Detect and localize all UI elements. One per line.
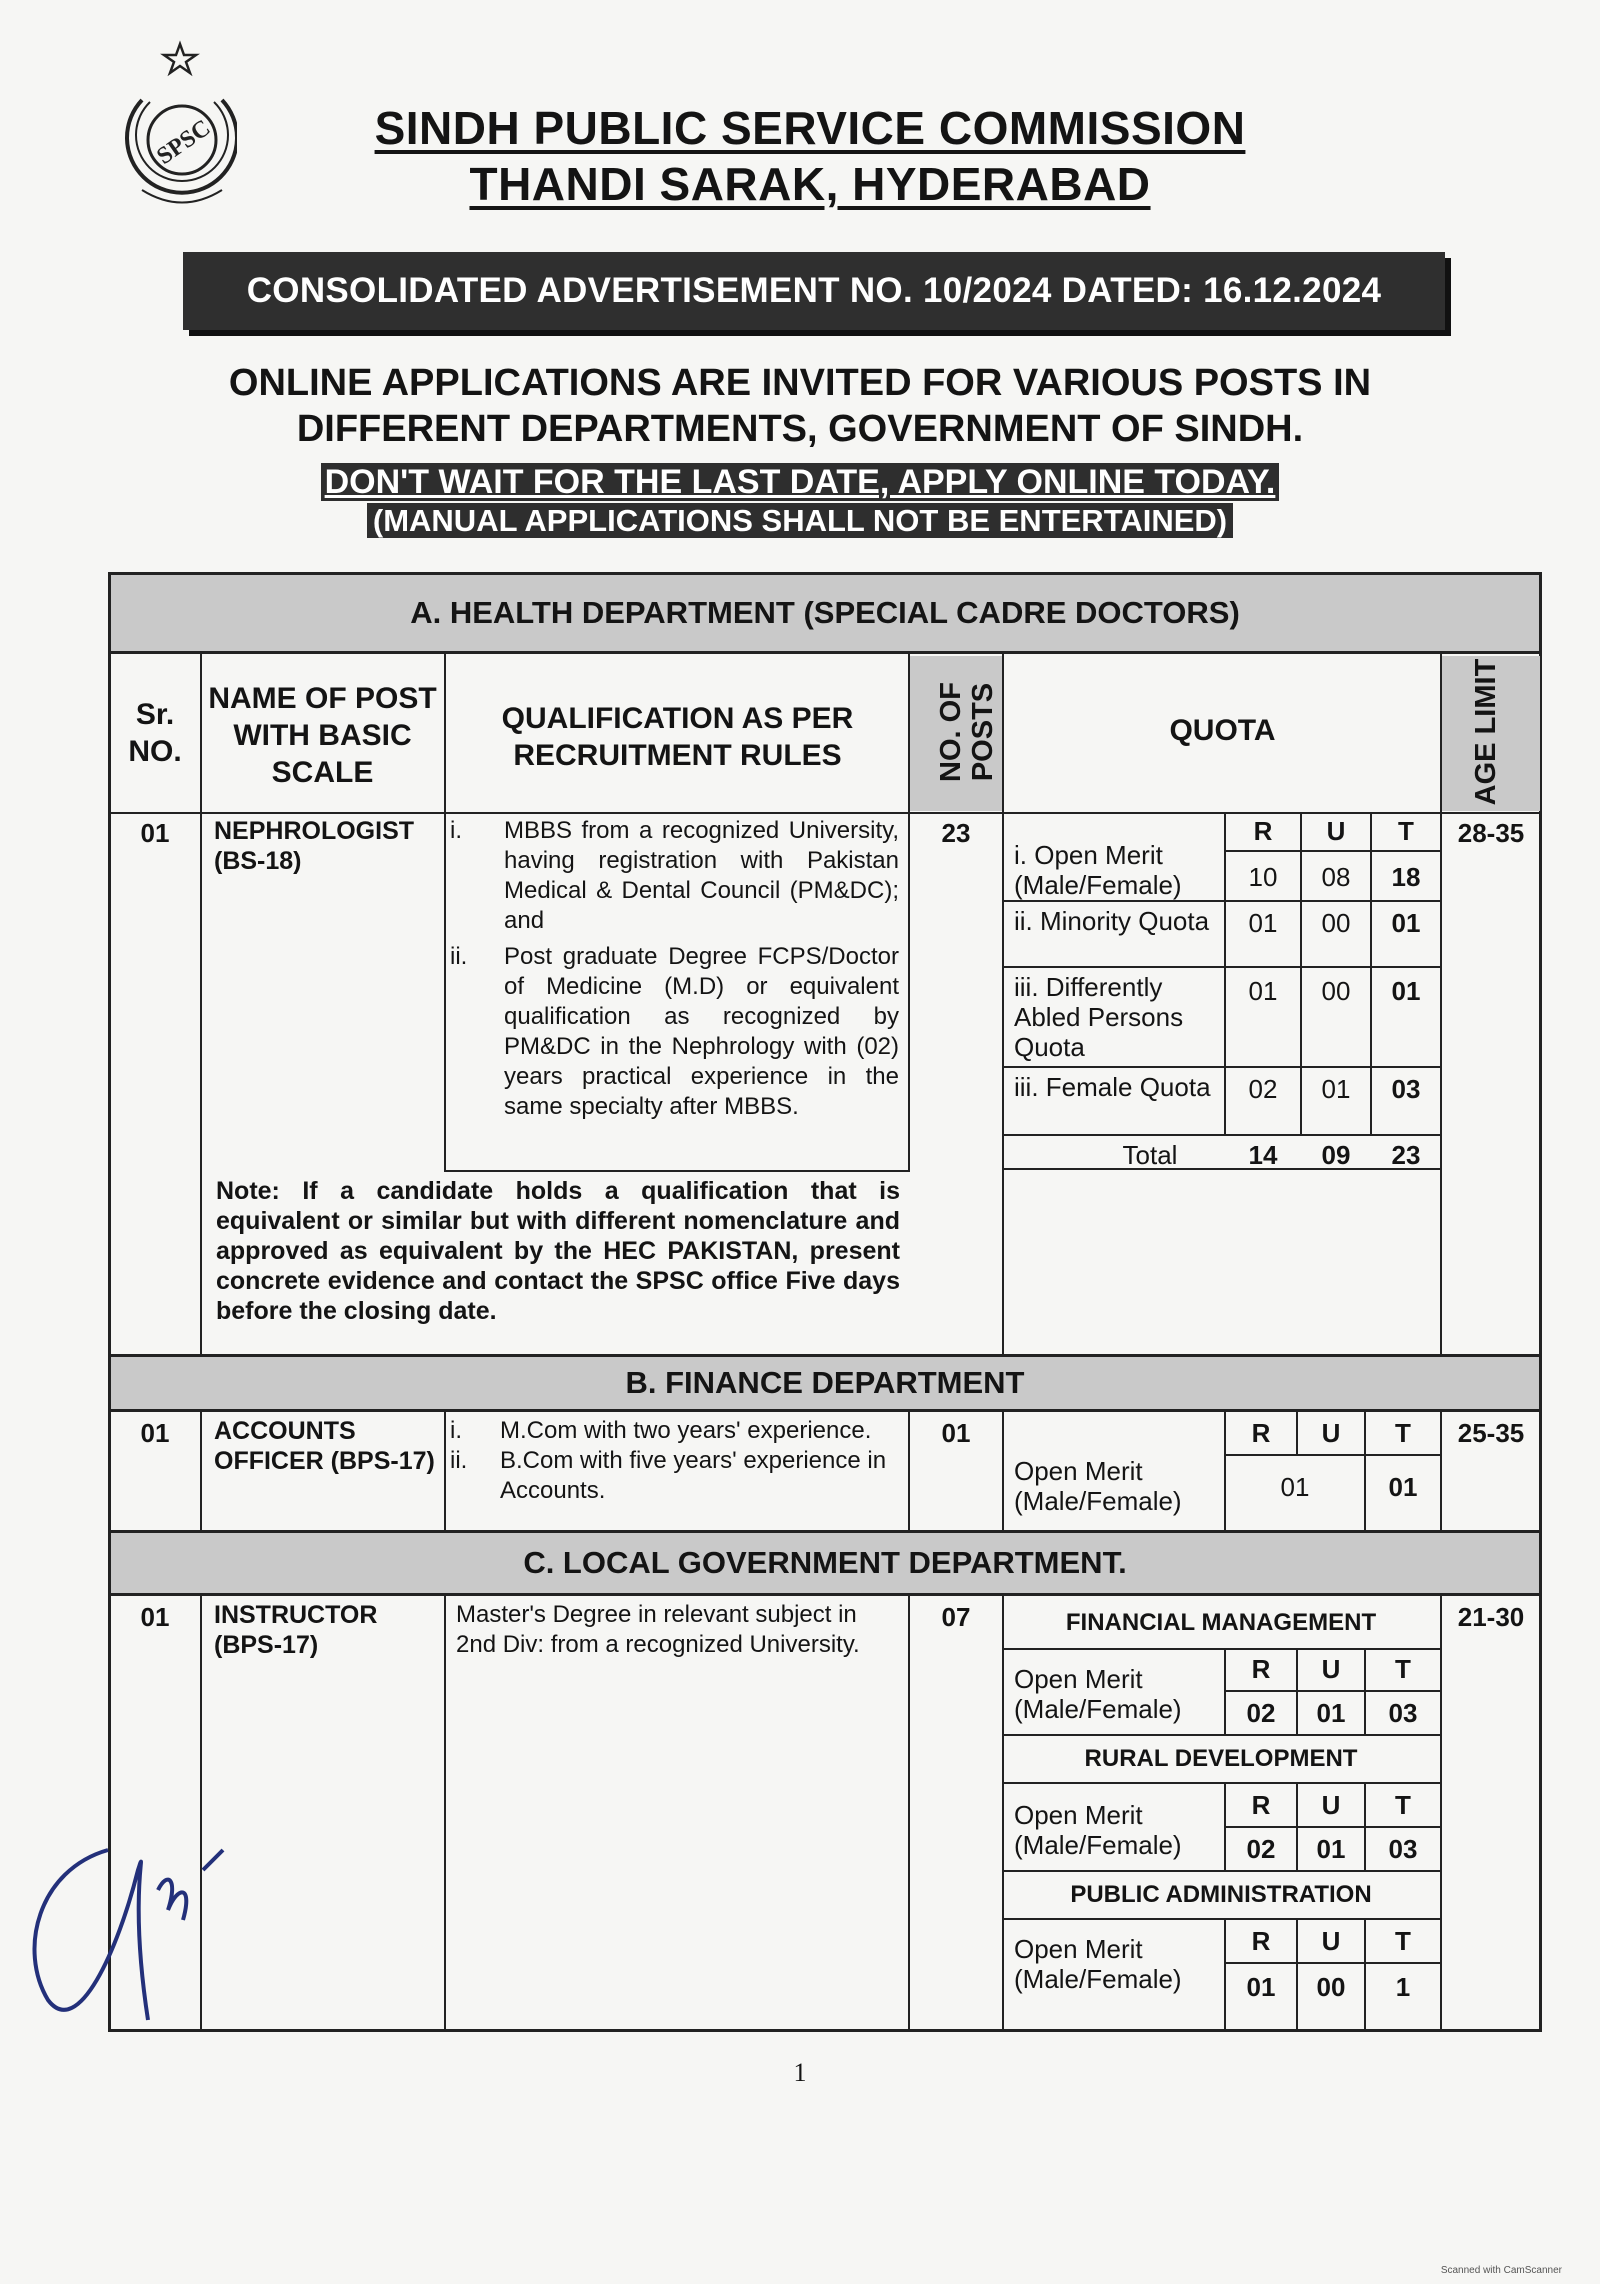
title-line-2: THANDI SARAK, HYDERABAD <box>469 158 1151 210</box>
quota-line <box>1002 1066 1440 1068</box>
c-u-1: 01 <box>1316 1698 1346 1728</box>
advertisement-banner: CONSOLIDATED ADVERTISEMENT NO. 10/2024 DATED: 16.12.2024 <box>183 252 1445 330</box>
a-quota-r-3: 01 <box>1248 976 1278 1006</box>
a-quota-u-4: 01 <box>1321 1074 1351 1104</box>
a-sr: 01 <box>140 818 170 848</box>
c-t-head-1: T <box>1395 1654 1411 1684</box>
b-ru-value: 01 <box>1280 1472 1310 1502</box>
quota-line <box>1002 1918 1440 1920</box>
col-name: NAME OF POST WITH BASIC SCALE <box>208 682 437 789</box>
quota-line <box>1002 1134 1440 1136</box>
c-sr: 01 <box>140 1602 170 1632</box>
c-post: INSTRUCTOR (BPS-17) <box>214 1601 378 1659</box>
a-quota-r-4: 02 <box>1248 1074 1278 1104</box>
b-r-head: R <box>1251 1418 1271 1448</box>
col-line <box>1440 1596 1442 2032</box>
scanner-watermark: Scanned with CamScanner <box>1440 2265 1562 2276</box>
title-line-1: SINDH PUBLIC SERVICE COMMISSION <box>374 102 1246 154</box>
intro-line-2: DIFFERENT DEPARTMENTS, GOVERNMENT OF SINDH. <box>296 408 1304 450</box>
quota-line <box>1224 1962 1440 1964</box>
a-qual-1: MBBS from a recognized University, having registration with Pakistan Medical & Dental Council (PM&DC); and <box>504 817 899 934</box>
a-r-head: R <box>1253 816 1273 846</box>
spsc-seal-icon <box>112 40 237 220</box>
intro-line-1: ONLINE APPLICATIONS ARE INVITED FOR VARIOUS POSTS IN <box>228 362 1372 404</box>
a-u-head: U <box>1326 816 1346 846</box>
c-label-1: Open Merit (Male/Female) <box>1014 1664 1182 1724</box>
b-post: ACCOUNTS OFFICER (BPS-17) <box>214 1417 435 1475</box>
a-quota-u-3: 00 <box>1321 976 1351 1006</box>
a-qual-1-num: i. <box>450 817 462 844</box>
b-t-value: 01 <box>1388 1472 1418 1502</box>
page-title <box>300 100 1320 212</box>
b-posts: 01 <box>941 1418 971 1448</box>
c-r-3: 01 <box>1246 1972 1276 2002</box>
col-line <box>1002 654 1004 1354</box>
a-quota-t-3: 01 <box>1391 976 1421 1006</box>
header-divider <box>108 812 1542 814</box>
manual-notice <box>100 502 1500 540</box>
a-note: Note: If a candidate holds a qualification that is equivalent or similar but with different nomenclature and approved as equivalent by the HEC PAKISTAN, present concrete evidence and contact the SPSC office Five days before the closing date. <box>216 1177 900 1325</box>
b-qual-2: B.Com with five years' experience in Accounts. <box>500 1447 887 1504</box>
b-quota-label: Open Merit (Male/Female) <box>1014 1456 1182 1516</box>
b-qual-1-num: i. <box>450 1417 462 1444</box>
a-total-label: Total <box>1122 1140 1178 1170</box>
section-c-title: C. LOCAL GOVERNMENT DEPARTMENT. <box>108 1530 1542 1596</box>
c-qual: Master's Degree in relevant subject in 2nd Div: from a recognized University. <box>456 1601 860 1658</box>
svg-text:SPSC: SPSC <box>152 114 216 170</box>
c-r-head-2: R <box>1251 1790 1271 1820</box>
a-quota-label-4: iii. Female Quota <box>1014 1072 1211 1102</box>
c-t-head-3: T <box>1395 1926 1411 1956</box>
a-quota-t-2: 01 <box>1391 908 1421 938</box>
col-line <box>200 1412 202 1530</box>
c-label-3: Open Merit (Male/Female) <box>1014 1934 1182 1994</box>
col-line <box>908 1596 910 2032</box>
c-t-2: 03 <box>1388 1834 1418 1864</box>
a-total-u: 09 <box>1321 1140 1351 1170</box>
intro-text <box>100 360 1500 452</box>
c-u-2: 01 <box>1316 1834 1346 1864</box>
a-total-r: 14 <box>1248 1140 1278 1170</box>
c-posts: 07 <box>941 1602 971 1632</box>
col-age: AGE LIMIT <box>1470 658 1502 806</box>
c-r-2: 02 <box>1246 1834 1276 1864</box>
col-posts: NO. OF POSTS <box>935 682 999 782</box>
quota-line <box>1002 1782 1440 1784</box>
a-qual-2: Post graduate Degree FCPS/Doctor of Medicine (M.D) or equivalent qualification as recognized by PM&DC in the Nephrology with (02) years practical experience in the same specialty after MBBS. <box>504 943 899 1120</box>
dont-wait-notice <box>100 462 1500 502</box>
a-posts: 23 <box>941 818 971 848</box>
quota-line <box>1224 1690 1440 1692</box>
b-t-head: T <box>1395 1418 1411 1448</box>
quota-line <box>1002 966 1440 968</box>
section-a-title: A. HEALTH DEPARTMENT (SPECIAL CADRE DOCTORS) <box>108 572 1542 654</box>
a-quota-t-4: 03 <box>1391 1074 1421 1104</box>
a-quota-u-1: 08 <box>1321 862 1351 892</box>
c-t-head-2: T <box>1395 1790 1411 1820</box>
col-line <box>444 654 446 1170</box>
quota-line <box>1002 1648 1440 1650</box>
a-post: NEPHROLOGIST (BS-18) <box>214 817 415 875</box>
quota-line <box>1002 1734 1440 1736</box>
section-b-title: B. FINANCE DEPARTMENT <box>108 1354 1542 1412</box>
a-age: 28-35 <box>1457 818 1525 848</box>
manual-text: (MANUAL APPLICATIONS SHALL NOT BE ENTERTAINED) <box>367 503 1233 538</box>
a-quota-label-1: i. Open Merit (Male/Female) <box>1014 840 1182 900</box>
c-u-head-3: U <box>1321 1926 1341 1956</box>
dont-wait-text: DON'T WAIT FOR THE LAST DATE, APPLY ONLINE TODAY. <box>321 463 1280 501</box>
signature-icon <box>18 1830 238 2030</box>
c-r-head-1: R <box>1251 1654 1271 1684</box>
c-age: 21-30 <box>1457 1602 1525 1632</box>
b-u-head: U <box>1321 1418 1341 1448</box>
col-line <box>1002 1596 1004 2032</box>
c-t-3: 1 <box>1395 1972 1411 2002</box>
a-quota-r-2: 01 <box>1248 908 1278 938</box>
a-quota-label-3: iii. Differently Abled Persons Quota <box>1014 972 1184 1062</box>
note-divider <box>444 1170 910 1172</box>
col-quota: QUOTA <box>1169 714 1276 747</box>
col-line <box>444 1596 446 2032</box>
a-quota-label-2: ii. Minority Quota <box>1014 906 1210 936</box>
page-number: 1 <box>793 2058 807 2087</box>
c-r-1: 02 <box>1246 1698 1276 1728</box>
b-age: 25-35 <box>1457 1418 1525 1448</box>
a-t-head: T <box>1398 816 1414 846</box>
col-line <box>200 654 202 1354</box>
col-qualification: QUALIFICATION AS PER RECRUITMENT RULES <box>501 702 854 772</box>
a-quota-u-2: 00 <box>1321 908 1351 938</box>
a-quota-t-1: 18 <box>1391 862 1421 892</box>
c-r-head-3: R <box>1251 1926 1271 1956</box>
col-line <box>908 654 910 1170</box>
c-label-2: Open Merit (Male/Female) <box>1014 1800 1182 1860</box>
a-total-t: 23 <box>1391 1140 1421 1170</box>
quota-line <box>1224 850 1440 852</box>
c-subject-3: PUBLIC ADMINISTRATION <box>1070 1881 1372 1908</box>
a-qual-2-num: ii. <box>450 943 468 970</box>
c-u-3: 00 <box>1316 1972 1346 2002</box>
quota-line <box>1224 1826 1440 1828</box>
c-u-head-2: U <box>1321 1790 1341 1820</box>
b-sr: 01 <box>140 1418 170 1448</box>
col-sr: Sr. NO. <box>128 698 182 768</box>
quota-line <box>1002 1870 1440 1872</box>
b-qual-1: M.Com with two years' experience. <box>500 1417 872 1444</box>
c-t-1: 03 <box>1388 1698 1418 1728</box>
col-line <box>1002 1412 1004 1530</box>
c-subject-2: RURAL DEVELOPMENT <box>1084 1745 1358 1772</box>
quota-line <box>1002 900 1440 902</box>
b-qual-2-num: ii. <box>450 1447 468 1474</box>
c-subject-1: FINANCIAL MANAGEMENT <box>1065 1609 1377 1636</box>
c-u-head-1: U <box>1321 1654 1341 1684</box>
quota-line <box>1224 1454 1440 1456</box>
col-line <box>444 1412 446 1530</box>
col-line <box>1440 654 1442 1354</box>
a-quota-r-1: 10 <box>1248 862 1278 892</box>
